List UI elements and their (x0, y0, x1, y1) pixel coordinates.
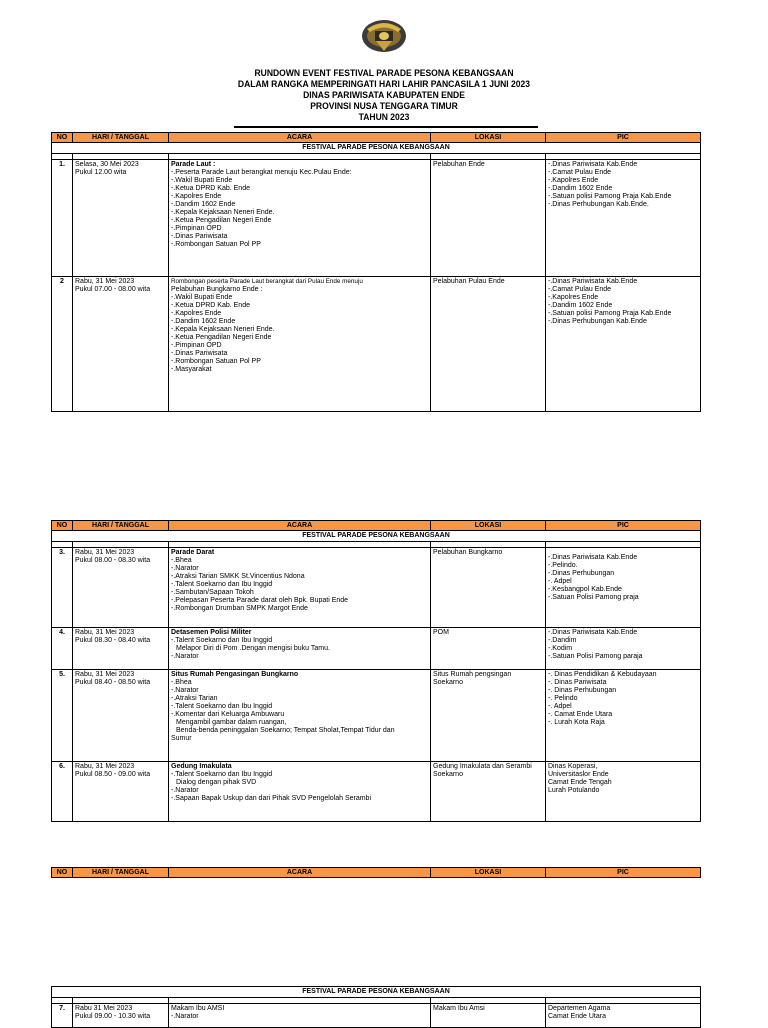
date-text: Rabu, 31 Mei 2023 (75, 278, 135, 285)
row-lokasi: Gedung Imakulata dan Serambi Soekarno (431, 762, 546, 822)
acara-line: -.Kepala Kejaksaan Neneri Ende. (171, 209, 275, 216)
row-pic (546, 548, 701, 628)
acara-line: -.Dinas Pariwisata (171, 233, 228, 240)
acara-line: -.Wakil Bupati Ende (171, 294, 233, 301)
table-row (52, 670, 701, 762)
pic-line: Lurah Potulando (548, 787, 600, 794)
pic-line: -. Adpel (548, 703, 572, 710)
row-pic (546, 160, 701, 277)
row-pic (546, 762, 701, 822)
row-pic (546, 670, 701, 762)
pic-line: -.Dinas Pariwisata Kab.Ende (548, 629, 638, 636)
table-row (52, 160, 701, 277)
pic-line: -.Dinas Pariwisata Kab.Ende (548, 554, 638, 561)
ende-regency-emblem-icon (361, 15, 407, 57)
row-date (73, 548, 169, 628)
col-header-no: NO (52, 133, 73, 143)
acara-intro: Pelabuhan Bungkarno Ende : (171, 286, 263, 293)
pic-line: -.Satuan Polisi Pamong paraja (548, 653, 643, 660)
acara-line: -.Sapaan Bapak Uskup dan dari Pihak SVD Pengelolah Serambi (171, 795, 372, 802)
col-header-lokasi: LOKASI (431, 521, 546, 531)
acara-line: -.Pimpinan OPD (171, 342, 222, 349)
row-pic (546, 277, 701, 412)
acara-title: Detasemen Polisi Militer (171, 629, 252, 636)
acara-line: -.Kapolres Ende (171, 193, 222, 200)
table-row (52, 277, 701, 412)
row-number: 4. (52, 628, 73, 670)
acara-line: -.Komentar dari Keluarga Ambuwaru (171, 711, 285, 718)
col-header-no: NO (52, 868, 73, 878)
acara-line: -.Masyarakat (171, 366, 212, 373)
pic-line: -.Camat Pulau Ende (548, 169, 612, 176)
col-header-date: HARI / TANGGAL (73, 868, 169, 878)
col-header-pic: PIC (546, 133, 701, 143)
pic-line: -. Dinas Pendidikan & Kebudayaan (548, 671, 657, 678)
acara-title: Situs Rumah Pengasingan Bungkarno (171, 671, 299, 678)
col-header-date: HARI / TANGGAL (73, 133, 169, 143)
acara-line: -.Narator (171, 653, 199, 660)
row-acara (169, 160, 431, 277)
row-lokasi: Situs Rumah pengsingan Soekarno (431, 670, 546, 762)
pic-line: Camat Ende Utara (548, 1013, 606, 1020)
pic-line: -.Satuan polisi Pamong Praja Kab.Ende (548, 310, 672, 317)
row-lokasi: Pelabuhan Bungkarno (431, 548, 546, 628)
pic-line: -. Lurah Kota Raja (548, 719, 605, 726)
row-date (73, 628, 169, 670)
pic-line: -.Satuan polisi Pamong Praja Kab.Ende (548, 193, 672, 200)
doc-title-line-2: DALAM RANGKA MEMPERINGATI HARI LAHIR PANCASILA 1 JUNI 2023 (237, 79, 531, 90)
acara-line: -.Dinas Pariwisata (171, 350, 228, 357)
acara-line: -.Rombongan Drumban SMPK Margot Ende (171, 605, 308, 612)
date-text: Rabu, 31 Mei 2023 (75, 671, 135, 678)
doc-title-line-4: PROVINSI NUSA TENGGARA TIMUR (310, 101, 458, 112)
pic-line: -.Dandim 1602 Ende (548, 302, 613, 309)
row-number: 5. (52, 670, 73, 762)
row-acara (169, 762, 431, 822)
rundown-table-2 (51, 520, 701, 822)
col-header-pic: PIC (546, 521, 701, 531)
acara-line: -.Pelepasan Peserta Parade darat oleh Bpk. Bupati Ende (171, 597, 349, 604)
date-text: Rabu, 31 Mei 2023 (75, 629, 135, 636)
time-text: Pukul 08.00 - 08.30 wita (75, 557, 151, 564)
pic-line: -.Pelindo. (548, 562, 578, 569)
row-acara (169, 628, 431, 670)
pic-line: -.Dinas Perhubungan Kab.Ende. (548, 201, 649, 208)
pic-line: -. Adpel (548, 578, 572, 585)
row-number: 2 (52, 277, 73, 412)
pic-line: -.Camat Pulau Ende (548, 286, 612, 293)
table-row (52, 762, 701, 822)
acara-line: -.Rombongan Satuan Pol PP (171, 241, 261, 248)
acara-line: Sumur (171, 735, 192, 742)
acara-line: -.Peserta Parade Laut berangkat menuju Kec.Pulau Ende: (171, 169, 352, 176)
time-text: Pukul 08.50 - 09.00 wita (75, 771, 151, 778)
rundown-table-4 (51, 986, 701, 1028)
row-lokasi: Pelabuhan Pulau Ende (431, 277, 546, 412)
pic-line: -.Kapolres Ende (548, 294, 599, 301)
pic-line: Universitaslor Ende (548, 771, 609, 778)
acara-line: -.Narator (171, 687, 199, 694)
table-header-row (52, 868, 701, 878)
pic-line: Camat Ende Tengah (548, 779, 612, 786)
date-text: Rabu 31 Mei 2023 (75, 1005, 133, 1012)
time-text: Pukul 07.00 - 08.00 wita (75, 286, 151, 293)
col-header-date: HARI / TANGGAL (73, 521, 169, 531)
pic-line: -.Kesbangpol Kab.Ende (548, 586, 622, 593)
time-text: Pukul 12.00 wita (75, 169, 127, 176)
row-number: 7. (52, 1004, 73, 1028)
acara-line: -.Rombongan Satuan Pol PP (171, 358, 261, 365)
row-date (73, 277, 169, 412)
pic-line: -.Satuan Polisi Pamong praja (548, 594, 639, 601)
pic-line: -. Camat Ende Utara (548, 711, 613, 718)
pic-line: -.Dandim 1602 Ende (548, 185, 613, 192)
row-acara (169, 548, 431, 628)
row-date (73, 762, 169, 822)
col-header-acara: ACARA (169, 868, 431, 878)
acara-line: -.Dandim 1602 Ende (171, 201, 236, 208)
acara-line: -.Sambutan/Sapaan Tokoh (171, 589, 254, 596)
acara-title: Parade Laut : (171, 161, 216, 168)
rundown-table-1 (51, 132, 701, 412)
acara-line: Dialog dengan pihak SVD (176, 779, 257, 786)
festival-subheader: FESTIVAL PARADE PESONA KEBANGSAAN (52, 987, 701, 998)
date-text: Rabu, 31 Mei 2023 (75, 549, 135, 556)
acara-line: Mengambil gambar dalam ruangan, (176, 719, 287, 726)
pic-line: -. Dinas Perhubungan (548, 687, 617, 694)
col-header-no: NO (52, 521, 73, 531)
pic-line: Departemen Agama (548, 1005, 611, 1012)
row-number: 1. (52, 160, 73, 277)
pic-line: -.Dinas Perhubungan Kab.Ende (548, 318, 647, 325)
row-number: 3. (52, 548, 73, 628)
col-header-acara: ACARA (169, 133, 431, 143)
acara-line: -.Bhea (171, 557, 192, 564)
acara-title: Parade Darat (171, 549, 215, 556)
table-row (52, 628, 701, 670)
acara-line: -.Ketua Pengadilan Negeri Ende (171, 217, 272, 224)
acara-line: -.Dandim 1602 Ende (171, 318, 236, 325)
col-header-lokasi: LOKASI (431, 133, 546, 143)
row-acara (169, 277, 431, 412)
date-text: Selasa, 30 Mei 2023 (75, 161, 139, 168)
pic-line: -.Kodim (548, 645, 573, 652)
time-text: Pukul 08.40 - 08.50 wita (75, 679, 151, 686)
row-lokasi: Makam Ibu Amsi (431, 1004, 546, 1028)
festival-subheader: FESTIVAL PARADE PESONA KEBANGSAAN (52, 143, 701, 154)
time-text: Pukul 09.00 - 10.30 wita (75, 1013, 151, 1020)
row-number: 6. (52, 762, 73, 822)
row-lokasi: Pelabuhan Ende (431, 160, 546, 277)
festival-subheader: FESTIVAL PARADE PESONA KEBANGSAAN (52, 531, 701, 542)
acara-title: Makam Ibu AMSI (171, 1005, 225, 1012)
row-date (73, 670, 169, 762)
acara-line: -.Bhea (171, 679, 192, 686)
acara-line: -.Kapolres Ende (171, 310, 222, 317)
acara-line: -.Narator (171, 565, 199, 572)
acara-line: -.Narator (171, 1013, 199, 1020)
row-pic (546, 628, 701, 670)
acara-line: -.Talent Soekarno dan Ibu Inggid (171, 637, 273, 644)
date-text: Rabu, 31 Mei 2023 (75, 763, 135, 770)
pic-line: Dinas Koperasi, (548, 763, 598, 770)
row-acara (169, 670, 431, 762)
pic-line: -.Dinas Pariwisata Kab.Ende (548, 161, 638, 168)
acara-line: Melapor Diri di Pom .Dengan mengisi buku Tamu. (176, 645, 330, 652)
table-header-row (52, 521, 701, 531)
title-underline (234, 126, 538, 128)
col-header-lokasi: LOKASI (431, 868, 546, 878)
acara-line: -.Narator (171, 787, 199, 794)
acara-line: -.Atraksi Tarian SMKK St.Vincentius Ndona (171, 573, 305, 580)
acara-line: -.Ketua Pengadilan Negeri Ende (171, 334, 272, 341)
pic-line: -. Pelindo (548, 695, 578, 702)
acara-line: -.Talent Soekarno dan Ibu Inggid (171, 703, 273, 710)
col-header-pic: PIC (546, 868, 701, 878)
acara-intro: Rombongan peserta Parade Laut berangkat dari Pulau Ende menuju (171, 278, 363, 285)
doc-title-line-5: TAHUN 2023 (358, 112, 410, 123)
acara-title: Gedung Imakulata (171, 763, 232, 770)
col-header-acara: ACARA (169, 521, 431, 531)
table-header-row (52, 133, 701, 143)
pic-line: -.Dandim (548, 637, 577, 644)
time-text: Pukul 08.30 - 08.40 wita (75, 637, 151, 644)
doc-title-line-3: DINAS PARIWISATA KABUPATEN ENDE (303, 90, 465, 101)
pic-line: -. Dinas Pariwisata (548, 679, 607, 686)
row-lokasi: POM (431, 628, 546, 670)
acara-line: -.Ketua DPRD Kab. Ende (171, 185, 250, 192)
row-date (73, 160, 169, 277)
acara-line: -.Talent Soekarno dan Ibu Inggid (171, 581, 273, 588)
pic-line: -.Dinas Pariwisata Kab.Ende (548, 278, 638, 285)
pic-line: -.Kapolres Ende (548, 177, 599, 184)
acara-line: -.Ketua DPRD Kab. Ende (171, 302, 250, 309)
table-row (52, 548, 701, 628)
acara-line: -.Talent Soekarno dan Ibu Inggid (171, 771, 273, 778)
doc-title-line-1: RUNDOWN EVENT FESTIVAL PARADE PESONA KEBANGSAAN (254, 68, 514, 79)
acara-line: Benda-benda peninggalan Soekarno; Tempat Sholat,Tempat Tidur dan (176, 727, 395, 734)
acara-line: -.Kepala Kejaksaan Neneri Ende. (171, 326, 275, 333)
rundown-table-3-header (51, 867, 701, 878)
acara-line: -.Pimpinan OPD (171, 225, 222, 232)
acara-line: -.Wakil Bupati Ende (171, 177, 233, 184)
pic-line: -.Dinas Perhubungan (548, 570, 615, 577)
acara-line: -.Atraksi Tarian (171, 695, 218, 702)
